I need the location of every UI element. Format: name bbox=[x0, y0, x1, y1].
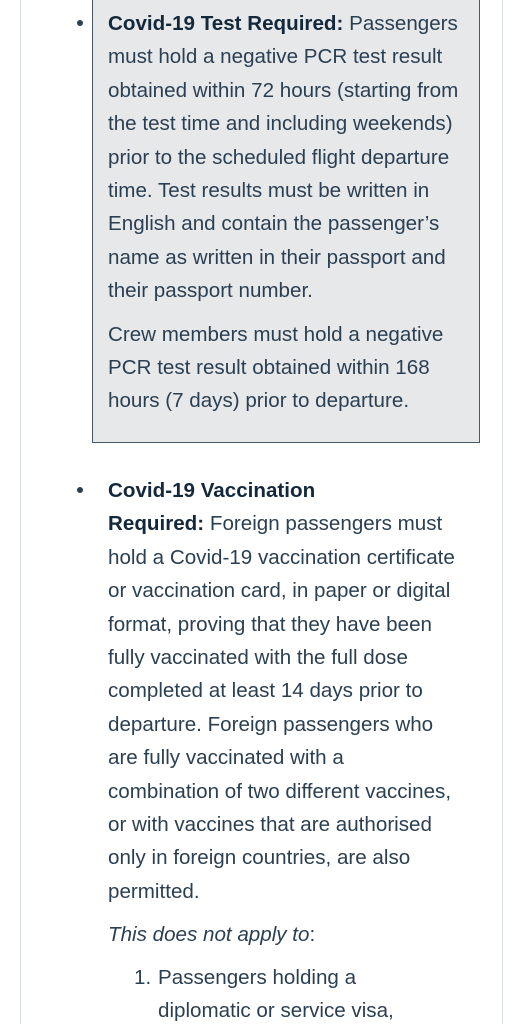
exception-line bbox=[108, 918, 460, 951]
sublist-item: Passengers holding a diplomatic or service visa, bbox=[158, 966, 394, 1023]
test-requirement-title: Covid-19 Test Required: bbox=[108, 12, 344, 35]
test-requirement-text bbox=[108, 7, 470, 418]
vaccination-title-required: Required: bbox=[108, 512, 205, 536]
bullet-icon bbox=[77, 20, 83, 26]
bullet-icon bbox=[77, 487, 83, 493]
crew-requirement-paragraph: Crew members must hold a negative PCR test result obtained within 168 hours (7 days) prior to departure. bbox=[108, 322, 444, 413]
vaccination-text bbox=[108, 474, 460, 952]
exception-text: This does not apply to bbox=[108, 923, 310, 947]
exception-colon: : bbox=[309, 923, 316, 947]
test-requirement-paragraph bbox=[108, 7, 470, 308]
vaccination-title: Covid-19 Vaccination bbox=[108, 479, 316, 502]
content-border-right bbox=[502, 0, 503, 1024]
content-border-left bbox=[20, 0, 21, 1024]
vaccination-body: Foreign passengers must hold a Covid-19 vaccination certificate or vaccination card, in paper or digital format, proving that they have been fully vaccinated with the full dose completed at least 14 days prior to departure. Foreign passengers who are fully vaccinated with a combination of two different vaccines, or with vaccines that are authorised only in foreign countries, are also permitted. bbox=[108, 512, 455, 903]
vaccination-paragraph bbox=[108, 507, 460, 908]
sublist-number: 1. bbox=[134, 966, 152, 989]
vaccination-title-line bbox=[108, 474, 460, 507]
test-requirement-body: Passengers must hold a negative PCR test result obtained within 72 hours (starting from the test time and including weekends) prior to the scheduled flight departure time. Test results must be written in English and contain the passenger’s name as written in their passport and their passport number. bbox=[108, 12, 459, 303]
